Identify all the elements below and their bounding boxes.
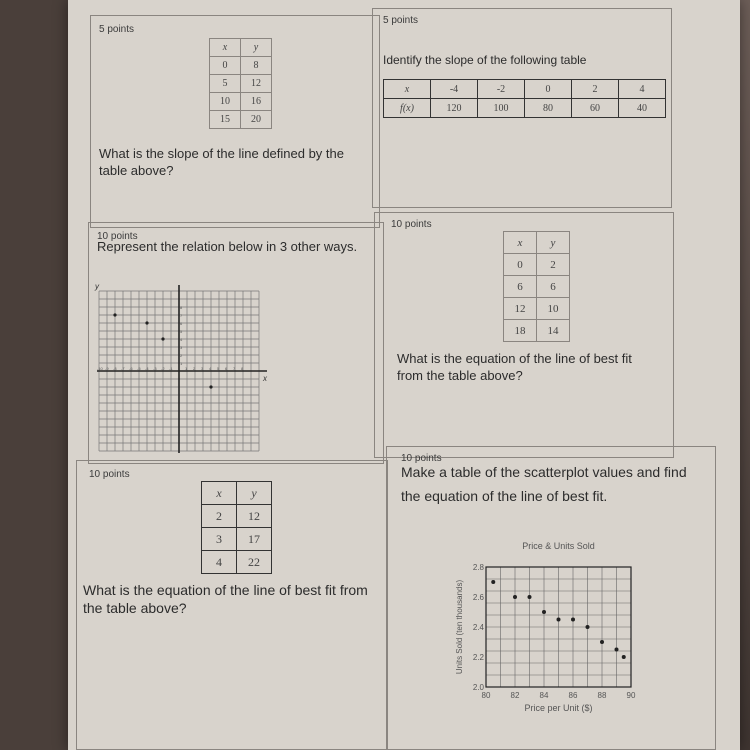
question-4-cell [374, 212, 674, 458]
x-axis-label: Price per Unit ($) [524, 703, 593, 713]
q4-header-x: x [504, 232, 537, 254]
data-point [586, 625, 590, 629]
q2-cell: 0 [525, 80, 572, 99]
x-tick-label: 82 [510, 691, 520, 700]
q1-cell: 12 [241, 75, 272, 93]
q2-cell: 40 [619, 99, 666, 118]
data-point [113, 313, 116, 316]
q5-cell: 2 [202, 505, 237, 528]
x-tick-label: -9 [105, 366, 109, 371]
x-tick-label: 88 [597, 691, 607, 700]
x-tick-label: 80 [481, 691, 491, 700]
y-tick-label: 8 [180, 305, 183, 310]
q4-cell: 0 [504, 254, 537, 276]
q2-row-label-fx: f(x) [384, 99, 431, 118]
q4-cell: 14 [537, 320, 570, 342]
y-tick-label: 2.4 [472, 623, 484, 632]
q1-cell: 16 [241, 93, 272, 111]
q5-cell: 22 [237, 551, 272, 574]
q5-cell: 4 [202, 551, 237, 574]
x-tick-label: 86 [568, 691, 578, 700]
data-point [528, 595, 532, 599]
y-tick-label: 2.8 [472, 563, 484, 572]
coordinate-grid [89, 281, 269, 461]
q4-points: 10 points [391, 219, 432, 230]
x-tick-label: -8 [113, 366, 117, 371]
x-tick-label: 84 [539, 691, 549, 700]
q1-cell: 5 [210, 75, 241, 93]
q3-question: Represent the relation below in 3 other ways. [97, 239, 358, 254]
y-tick-label: 6 [180, 321, 183, 326]
q1-table [209, 38, 272, 129]
q6-question: Make a table of the scatterplot values and find the equation of the line of best fit. [401, 464, 687, 504]
q1-cell: 10 [210, 93, 241, 111]
q4-cell: 12 [504, 298, 537, 320]
x-tick-label: 3 [201, 366, 204, 371]
q5-table [201, 481, 272, 574]
question-2-cell [372, 8, 672, 208]
data-point [557, 618, 561, 622]
q2-cell: 60 [572, 99, 619, 118]
x-axis-label: x [263, 374, 267, 383]
q1-cell: 0 [210, 57, 241, 75]
data-point [161, 337, 164, 340]
q2-cell: -2 [478, 80, 525, 99]
y-tick-label: 7 [180, 313, 183, 318]
data-point [622, 655, 626, 659]
q2-table [383, 79, 666, 118]
data-point [145, 321, 148, 324]
worksheet-page [68, 0, 740, 750]
question-1-cell [90, 15, 380, 228]
q2-question: Identify the slope of the following table [383, 53, 587, 67]
y-tick-label: 2.6 [472, 593, 484, 602]
x-tick-label: 2 [193, 366, 196, 371]
q4-cell: 18 [504, 320, 537, 342]
q2-cell: 120 [431, 99, 478, 118]
q4-table [503, 231, 570, 342]
q2-cell: -4 [431, 80, 478, 99]
q1-header-y: y [241, 39, 272, 57]
q1-header-x: x [210, 39, 241, 57]
q2-cell: 4 [619, 80, 666, 99]
q5-question: What is the equation of the line of best fit from the table above? [83, 582, 368, 617]
x-tick-label: 5 [217, 366, 220, 371]
x-tick-label: -5 [137, 366, 141, 371]
question-6-cell [386, 446, 716, 750]
x-tick-label: 6 [225, 366, 228, 371]
q4-cell: 6 [504, 276, 537, 298]
q1-cell: 20 [241, 111, 272, 129]
x-tick-label: 7 [233, 366, 236, 371]
q5-header-x: x [202, 482, 237, 505]
q4-cell: 6 [537, 276, 570, 298]
x-tick-label: -7 [121, 366, 125, 371]
q2-cell: 2 [572, 80, 619, 99]
y-tick-label: 4 [180, 337, 183, 342]
data-point [491, 580, 495, 584]
q5-cell: 12 [237, 505, 272, 528]
data-point [600, 640, 604, 644]
data-point [615, 648, 619, 652]
y-axis-label: Units Sold (ten thousands) [455, 579, 464, 675]
x-tick-label: -10 [97, 366, 103, 371]
q5-cell: 17 [237, 528, 272, 551]
x-tick-label: -6 [129, 366, 133, 371]
data-point [513, 595, 517, 599]
q3-points: 10 points [97, 231, 138, 242]
y-tick-label: 2.0 [472, 683, 484, 692]
x-tick-label: -4 [145, 366, 149, 371]
q4-cell: 2 [537, 254, 570, 276]
y-tick-label: 1 [180, 361, 183, 366]
q5-header-y: y [237, 482, 272, 505]
data-point [571, 618, 575, 622]
q2-cell: 80 [525, 99, 572, 118]
q1-cell: 8 [241, 57, 272, 75]
q5-cell: 3 [202, 528, 237, 551]
x-tick-label: 8 [241, 366, 244, 371]
scatterplot-chart [441, 537, 661, 737]
q1-points: 5 points [99, 24, 135, 35]
x-tick-label: -2 [161, 366, 165, 371]
x-tick-label: -3 [153, 366, 157, 371]
q2-row-label-x: x [384, 80, 431, 99]
y-tick-label: 5 [180, 329, 183, 334]
x-tick-label: 1 [185, 366, 188, 371]
q1-question: What is the slope of the line defined by the table above? [99, 146, 344, 178]
y-tick-label: 3 [180, 345, 183, 350]
q1-cell: 15 [210, 111, 241, 129]
y-tick-label: 2.2 [472, 653, 484, 662]
q4-question: What is the equation of the line of best fit from the table above? [397, 351, 632, 383]
data-point [209, 385, 212, 388]
x-tick-label: -1 [169, 366, 173, 371]
y-axis-label: y [95, 282, 99, 291]
q2-cell: 100 [478, 99, 525, 118]
q4-cell: 10 [537, 298, 570, 320]
q4-header-y: y [537, 232, 570, 254]
question-5-cell [76, 460, 388, 750]
q6-points: 10 points [401, 453, 442, 464]
x-tick-label: 90 [626, 691, 636, 700]
x-tick-label: 4 [209, 366, 212, 371]
question-3-cell [88, 222, 384, 464]
chart-title: Price & Units Sold [522, 541, 595, 551]
data-point [542, 610, 546, 614]
q2-points: 5 points [383, 15, 419, 26]
y-tick-label: 2 [180, 353, 183, 358]
q5-points: 10 points [89, 469, 130, 480]
